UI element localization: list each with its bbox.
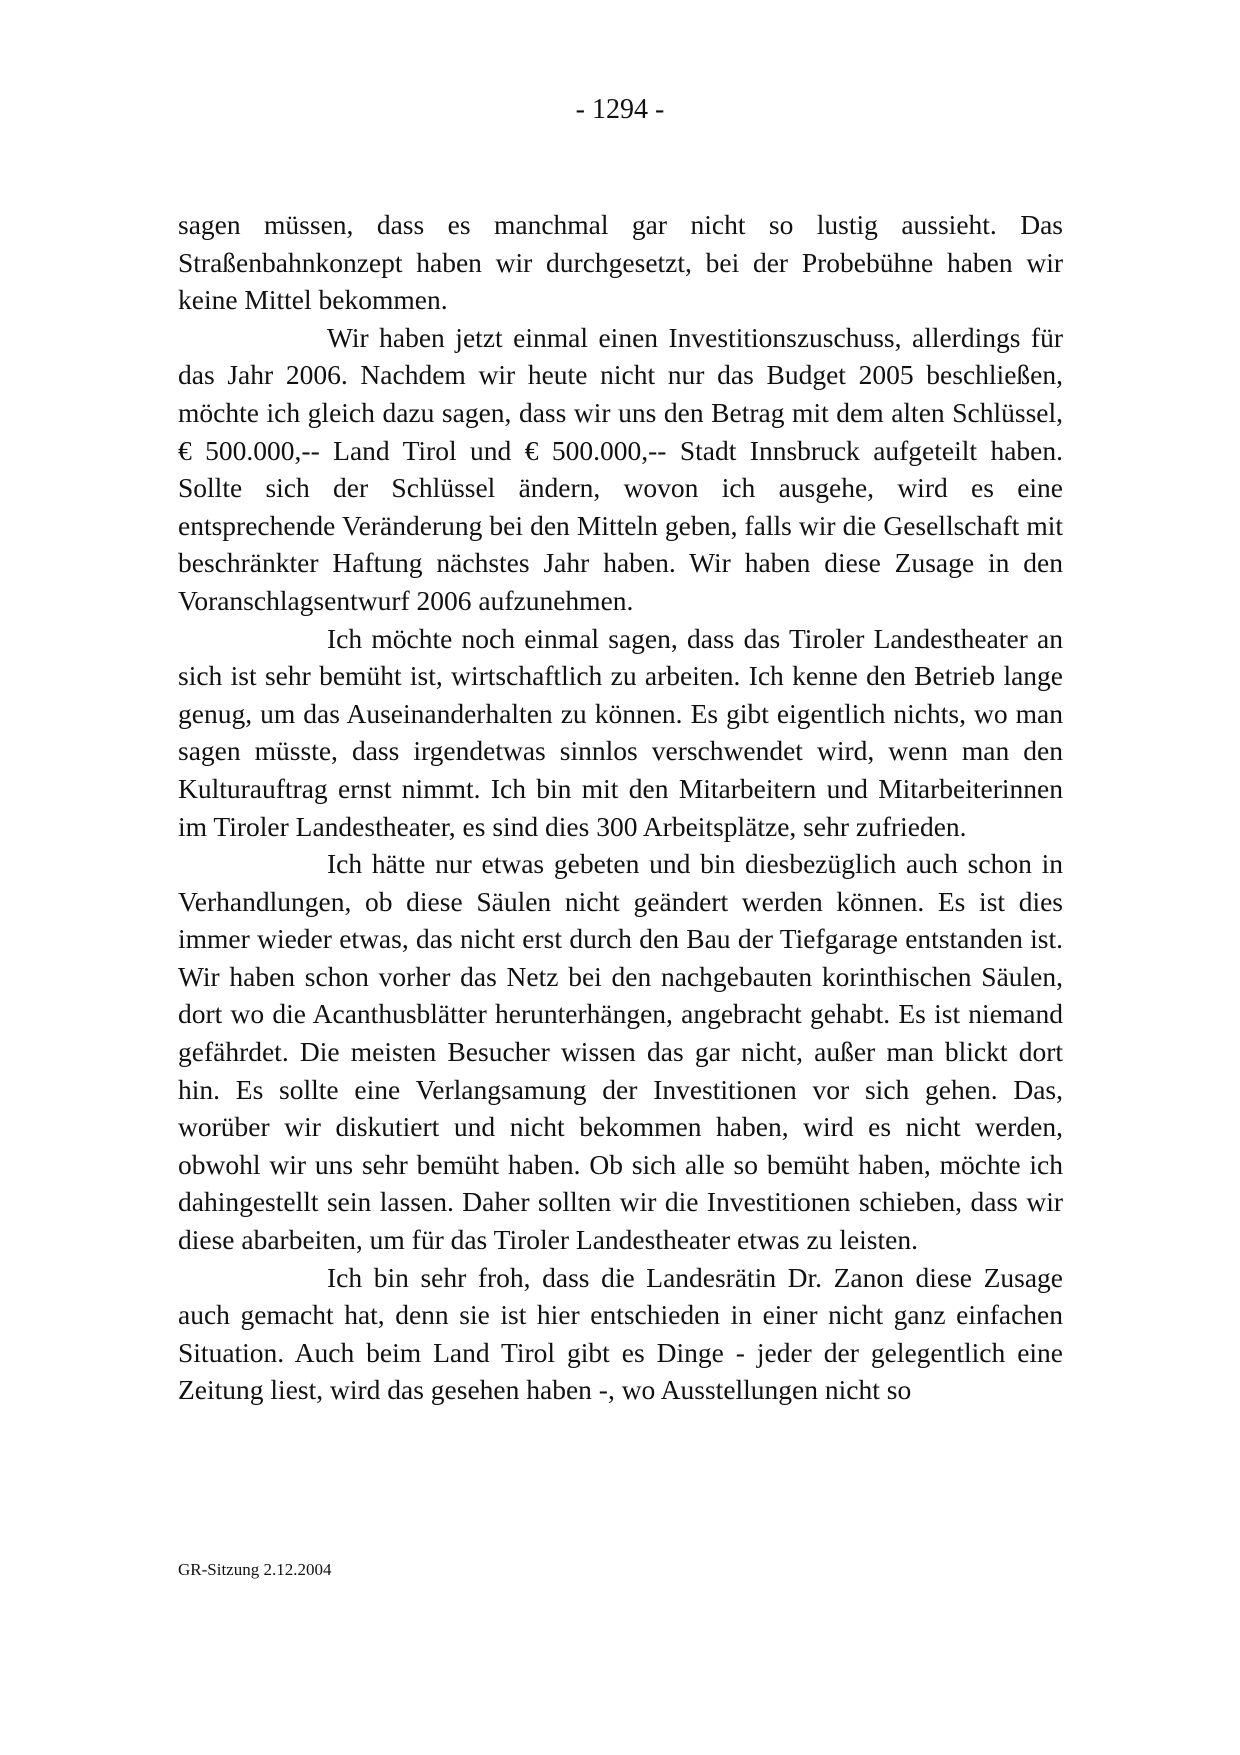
paragraph-5: Ich bin sehr froh, dass die Landesrätin Dr. Zanon diese Zusage auch gemacht hat, denn sie ist hier entschieden in einer nicht ganz einfachen Situation. Auch beim Land Tirol gibt es Dinge - jeder der gelegentlich eine Zeitung liest, wird das gesehen haben -, wo Ausstellungen nicht so bbox=[178, 1261, 1063, 1406]
paragraph-1: sagen müssen, dass es manchmal gar nicht so lustig aussieht. Das Straßenbahnkonzept haben wir durchgesetzt, bei der Probebühne haben wir keine Mittel bekommen. bbox=[178, 209, 1063, 316]
paragraph-4: Ich hätte nur etwas gebeten und bin diesbezüglich auch schon in Verhandlungen, ob diese Säulen nicht geändert werden können. Es ist dies immer wieder etwas, das nicht erst durch den Bau der Tiefgarage entstanden ist. Wir haben schon vorher das Netz bei den nachgebauten korinthischen Säulen, dort wo die Acanthusblätter herunterhängen, angebracht gehabt. Es ist niemand gefährdet. Die meisten Besucher wissen das gar nicht, außer man blickt dort hin. Es sollte eine Verlangsamung der Investitionen vor sich gehen. Das, worüber wir diskutiert und nicht bekommen haben, wird es nicht werden, obwohl wir uns sehr bemüht haben. Ob sich alle so bemüht haben, möchte ich dahingestellt sein lassen. Daher sollten wir die Investitionen schieben, dass wir diese abarbeiten, um für das Tiroler Landestheater etwas zu leisten. bbox=[178, 848, 1063, 1256]
paragraph-2: Wir haben jetzt einmal einen Investitionszuschuss, allerdings für das Jahr 2006. Nachdem wir heute nicht nur das Budget 2005 beschließen, möchte ich gleich dazu sagen, dass wir uns den Betrag mit dem alten Schlüssel, € 500.000,-- Land Tirol und € 500.000,-- Stadt Innsbruck aufgeteilt haben. Sollte sich der Schlüssel ändern, wovon ich ausgehe, wird es eine entsprechende Veränderung bei den Mitteln geben, falls wir die Gesellschaft mit beschränkter Haftung nächstes Jahr haben. Wir haben diese Zusage in den Voranschlagsentwurf 2006 aufzunehmen. bbox=[178, 321, 1063, 616]
page-number: - 1294 - bbox=[575, 94, 665, 125]
body-text bbox=[178, 206, 1063, 1409]
footer-session-label: GR-Sitzung 2.12.2004 bbox=[178, 1560, 332, 1579]
paragraph-3: Ich möchte noch einmal sagen, dass das Tiroler Landestheater an sich ist sehr bemüht ist, wirtschaftlich zu arbeiten. Ich kenne den Betrieb lange genug, um das Auseinanderhalten zu können. Es gibt eigentlich nichts, wo man sagen müsste, dass irgendetwas sinnlos verschwendet wird, wenn man den Kulturauftrag ernst nimmt. Ich bin mit den Mitarbeitern und Mitarbeiterinnen im Tiroler Landestheater, es sind dies 300 Arbeitsplätze, sehr zufrieden. bbox=[178, 622, 1063, 842]
